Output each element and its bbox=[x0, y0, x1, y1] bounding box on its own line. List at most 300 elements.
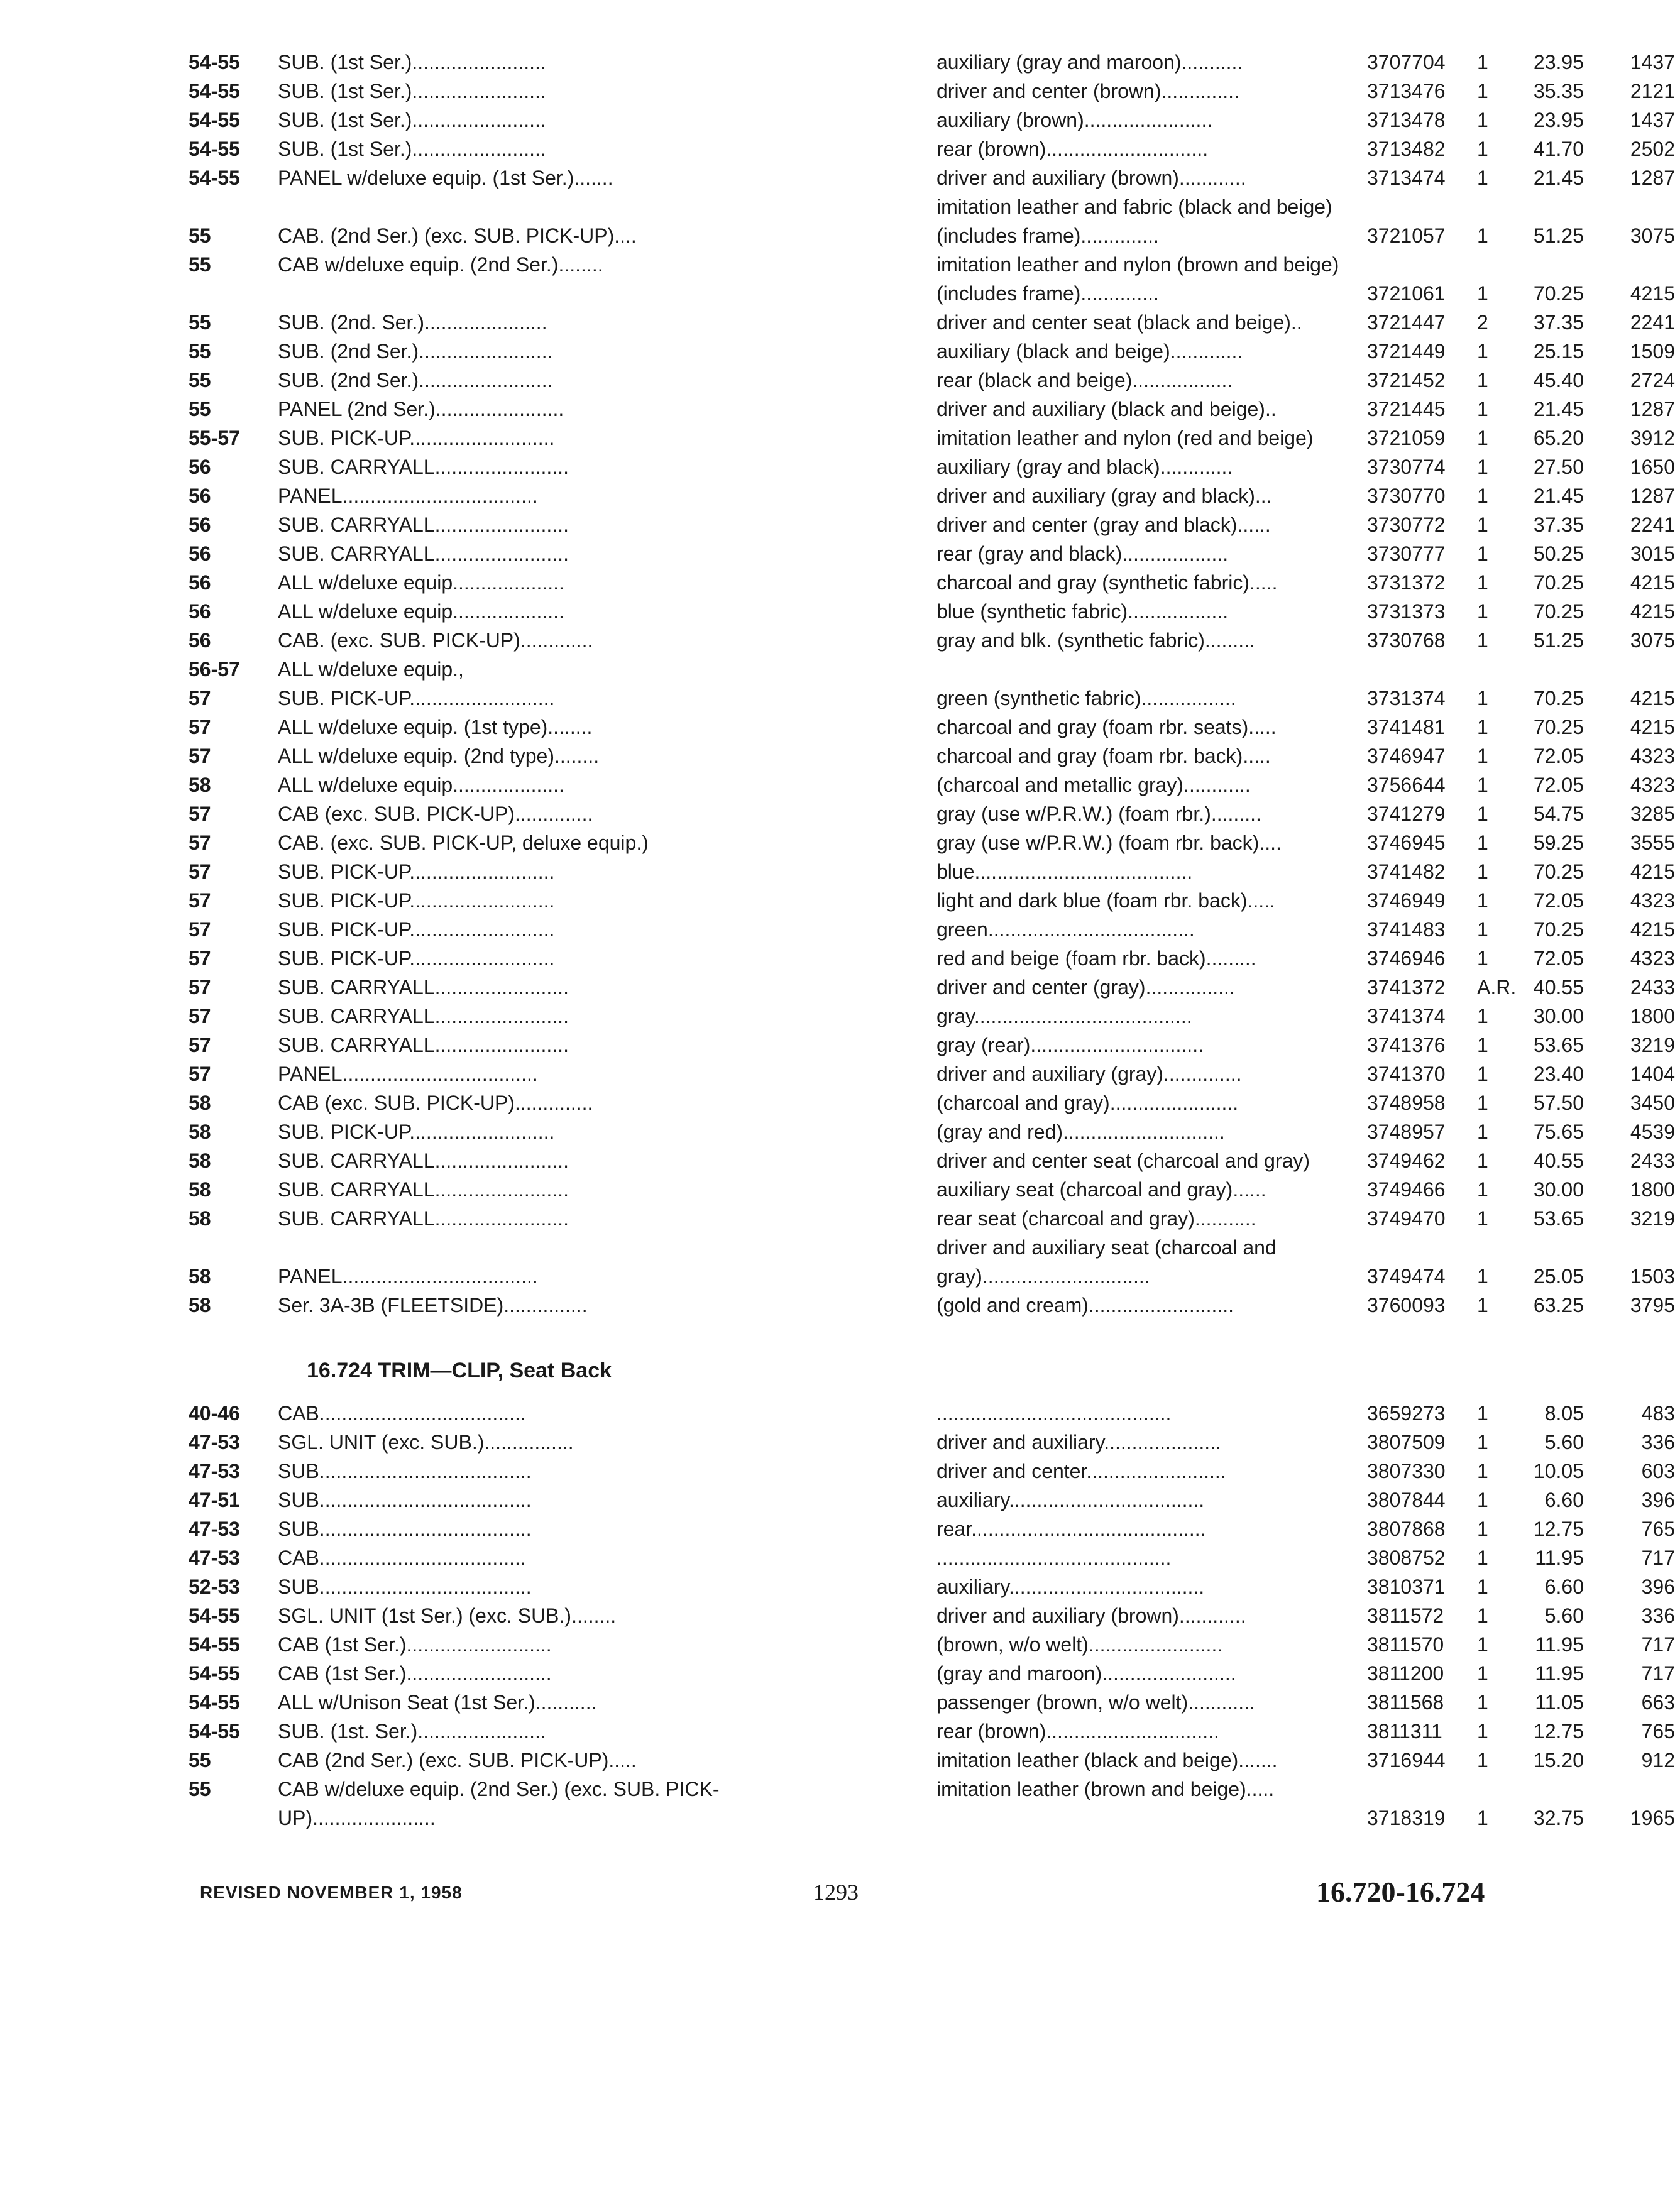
description-cell: red and beige (foam rbr. back)......... bbox=[936, 947, 1256, 970]
description-cell: gray (rear)............................... bbox=[936, 1034, 1204, 1056]
part-number-cell: 3741279 bbox=[1367, 802, 1446, 825]
model-cell: CAB (1st Ser.).......................... bbox=[278, 1662, 552, 1685]
model-cell: PANEL................................... bbox=[278, 1063, 538, 1085]
table-row bbox=[189, 568, 1675, 597]
part-number-cell: 3748957 bbox=[1367, 1120, 1446, 1143]
description-cell: auxiliary................................... bbox=[936, 1489, 1205, 1511]
price-cell: 53.65 bbox=[1533, 1034, 1584, 1056]
year-cell: 55-57 bbox=[189, 427, 240, 449]
part-number-cell: 3730770 bbox=[1367, 485, 1446, 507]
part-number-cell: 3811572 bbox=[1367, 1604, 1444, 1627]
year-cell: 55 bbox=[189, 311, 211, 334]
description-cell: .......................................... bbox=[936, 1547, 1172, 1569]
part-number-cell: 3713474 bbox=[1367, 167, 1446, 189]
quantity-cell: 1 bbox=[1477, 1460, 1488, 1482]
model-cell: SUB. (1st Ser.)........................ bbox=[278, 138, 546, 160]
table-row bbox=[189, 106, 1675, 134]
year-cell: 55 bbox=[189, 369, 211, 391]
year-cell: 56 bbox=[189, 542, 211, 565]
model-cell: SUB. (2nd Ser.)........................ bbox=[278, 340, 553, 363]
code-cell: 396 bbox=[1641, 1489, 1675, 1511]
model-cell: SUB. CARRYALL........................ bbox=[278, 1178, 569, 1201]
part-number-cell: 3731374 bbox=[1367, 687, 1446, 709]
code-cell: 4323 bbox=[1630, 774, 1675, 796]
model-cell: ALL w/deluxe equip., bbox=[278, 658, 464, 681]
quantity-cell: 1 bbox=[1477, 51, 1488, 74]
part-number-cell: 3746946 bbox=[1367, 947, 1446, 970]
description-cell: rear (black and beige).................. bbox=[936, 369, 1233, 391]
price-cell: 70.25 bbox=[1533, 282, 1584, 305]
description-cell: charcoal and gray (synthetic fabric)..... bbox=[936, 571, 1278, 594]
part-number-cell: 3730777 bbox=[1367, 542, 1446, 565]
code-cell: 765 bbox=[1641, 1720, 1675, 1743]
parts-table-trim-clip bbox=[189, 1399, 1675, 1832]
quantity-cell: 1 bbox=[1477, 398, 1488, 420]
part-number-cell: 3741372 bbox=[1367, 976, 1446, 999]
table-row bbox=[189, 1630, 1675, 1659]
quantity-cell: 1 bbox=[1477, 1662, 1488, 1685]
table-row bbox=[189, 1117, 1675, 1146]
table-row bbox=[189, 1204, 1675, 1233]
quantity-cell: A.R. bbox=[1477, 976, 1517, 999]
price-cell: 75.65 bbox=[1533, 1120, 1584, 1143]
quantity-cell: 1 bbox=[1477, 1149, 1488, 1172]
price-cell: 5.60 bbox=[1544, 1604, 1584, 1627]
part-number-cell: 3741370 bbox=[1367, 1063, 1446, 1085]
year-cell: 58 bbox=[189, 1294, 211, 1317]
table-row bbox=[189, 713, 1675, 742]
year-cell: 56 bbox=[189, 571, 211, 594]
table-row bbox=[189, 1543, 1675, 1572]
table-row bbox=[189, 1457, 1675, 1486]
code-cell: 3075 bbox=[1630, 224, 1675, 247]
price-cell: 27.50 bbox=[1533, 456, 1584, 478]
price-cell: 51.25 bbox=[1533, 629, 1584, 652]
year-cell: 57 bbox=[189, 1005, 211, 1027]
description-cell: gray (use w/P.R.W.) (foam rbr. back).... bbox=[936, 831, 1282, 854]
price-cell: 5.60 bbox=[1544, 1431, 1584, 1454]
model-cell: SUB. CARRYALL........................ bbox=[278, 1207, 569, 1230]
price-cell: 6.60 bbox=[1544, 1489, 1584, 1511]
price-cell: 57.50 bbox=[1533, 1092, 1584, 1114]
quantity-cell: 1 bbox=[1477, 1547, 1488, 1569]
description-cell: auxiliary................................... bbox=[936, 1575, 1205, 1598]
price-cell: 23.95 bbox=[1533, 51, 1584, 74]
model-cell: SUB. CARRYALL........................ bbox=[278, 542, 569, 565]
description-cell: auxiliary (gray and maroon)........... bbox=[936, 51, 1243, 74]
table-row bbox=[189, 510, 1675, 539]
table-row bbox=[189, 192, 1675, 250]
table-row bbox=[189, 308, 1675, 337]
year-cell: 54-55 bbox=[189, 167, 240, 189]
code-cell: 4215 bbox=[1630, 918, 1675, 941]
quantity-cell: 1 bbox=[1477, 1034, 1488, 1056]
year-cell: 55 bbox=[189, 398, 211, 420]
code-cell: 4215 bbox=[1630, 571, 1675, 594]
year-cell: 57 bbox=[189, 802, 211, 825]
code-cell: 336 bbox=[1641, 1431, 1675, 1454]
description-cell: driver and center seat (black and beige).. bbox=[936, 311, 1302, 334]
table-row bbox=[189, 915, 1675, 944]
code-cell: 336 bbox=[1641, 1604, 1675, 1627]
code-cell: 765 bbox=[1641, 1518, 1675, 1540]
table-row bbox=[189, 597, 1675, 626]
description-cell: imitation leather and nylon (red and beige) bbox=[936, 427, 1314, 449]
code-cell: 4323 bbox=[1630, 745, 1675, 767]
price-cell: 40.55 bbox=[1533, 1149, 1584, 1172]
model-cell: PANEL................................... bbox=[278, 485, 538, 507]
quantity-cell: 1 bbox=[1477, 716, 1488, 738]
code-cell: 4323 bbox=[1630, 889, 1675, 912]
year-cell: 56 bbox=[189, 600, 211, 623]
quantity-cell: 1 bbox=[1477, 1749, 1488, 1771]
description-cell: green (synthetic fabric)................. bbox=[936, 687, 1236, 709]
quantity-cell: 1 bbox=[1477, 542, 1488, 565]
part-number-cell: 3741481 bbox=[1367, 716, 1446, 738]
price-cell: 32.75 bbox=[1533, 1807, 1584, 1829]
description-cell: charcoal and gray (foam rbr. seats)..... bbox=[936, 716, 1277, 738]
part-number-cell: 3749474 bbox=[1367, 1265, 1446, 1288]
year-cell: 58 bbox=[189, 774, 211, 796]
code-cell: 3015 bbox=[1630, 542, 1675, 565]
model-cell: ALL w/deluxe equip.................... bbox=[278, 571, 564, 594]
description-cell: rear (brown)............................. bbox=[936, 138, 1209, 160]
table-row bbox=[189, 973, 1675, 1002]
table-row bbox=[189, 1031, 1675, 1059]
table-row bbox=[189, 1572, 1675, 1601]
table-row bbox=[189, 250, 1675, 308]
model-cell: SUB. CARRYALL........................ bbox=[278, 1005, 569, 1027]
price-cell: 8.05 bbox=[1544, 1402, 1584, 1425]
price-cell: 70.25 bbox=[1533, 571, 1584, 594]
quantity-cell: 1 bbox=[1477, 1633, 1488, 1656]
table-row bbox=[189, 337, 1675, 366]
year-cell: 56 bbox=[189, 629, 211, 652]
quantity-cell: 1 bbox=[1477, 889, 1488, 912]
price-cell: 23.40 bbox=[1533, 1063, 1584, 1085]
table-row bbox=[189, 48, 1675, 77]
price-cell: 45.40 bbox=[1533, 369, 1584, 391]
code-cell: 2433 bbox=[1630, 976, 1675, 999]
year-cell: 57 bbox=[189, 831, 211, 854]
description-cell: driver and center (gray)................ bbox=[936, 976, 1235, 999]
quantity-cell: 1 bbox=[1477, 1120, 1488, 1143]
description-cell: gray and blk. (synthetic fabric)......... bbox=[936, 629, 1255, 652]
year-cell: 56 bbox=[189, 485, 211, 507]
description-cell: driver and center seat (charcoal and gray) bbox=[936, 1149, 1310, 1172]
code-cell: 1437 bbox=[1630, 109, 1675, 131]
table-row bbox=[189, 1428, 1675, 1457]
part-number-cell: 3731373 bbox=[1367, 600, 1446, 623]
code-cell: 2241 bbox=[1630, 311, 1675, 334]
model-cell: CAB. (exc. SUB. PICK-UP, deluxe equip.) bbox=[278, 831, 649, 854]
part-number-cell: 3811568 bbox=[1367, 1691, 1444, 1714]
code-cell: 483 bbox=[1641, 1402, 1675, 1425]
model-cell: SUB...................................... bbox=[278, 1489, 532, 1511]
model-cell: PANEL (2nd Ser.)....................... bbox=[278, 398, 564, 420]
description-cell: (gray and red)............................. bbox=[936, 1120, 1225, 1143]
price-cell: 11.95 bbox=[1535, 1633, 1584, 1656]
table-row bbox=[189, 1088, 1675, 1117]
code-cell: 4215 bbox=[1630, 282, 1675, 305]
model-cell: SUB. (1st Ser.)........................ bbox=[278, 80, 546, 102]
part-number-cell: 3746945 bbox=[1367, 831, 1446, 854]
code-cell: 717 bbox=[1641, 1547, 1675, 1569]
year-cell: 54-55 bbox=[189, 51, 240, 74]
description-cell: (gold and cream).......................... bbox=[936, 1294, 1234, 1317]
table-row bbox=[189, 770, 1675, 799]
price-cell: 21.45 bbox=[1533, 167, 1584, 189]
part-number-cell: 3707704 bbox=[1367, 51, 1446, 74]
quantity-cell: 1 bbox=[1477, 571, 1488, 594]
part-number-cell: 3741482 bbox=[1367, 860, 1446, 883]
part-number-cell: 3718319 bbox=[1367, 1807, 1446, 1829]
year-cell: 57 bbox=[189, 860, 211, 883]
model-cell: PANEL w/deluxe equip. (1st Ser.)....... bbox=[278, 167, 613, 189]
year-cell: 54-55 bbox=[189, 80, 240, 102]
quantity-cell: 1 bbox=[1477, 1207, 1488, 1230]
price-cell: 37.35 bbox=[1533, 513, 1584, 536]
code-cell: 663 bbox=[1641, 1691, 1675, 1714]
description-cell: blue....................................... bbox=[936, 860, 1193, 883]
part-number-cell: 3749470 bbox=[1367, 1207, 1446, 1230]
price-cell: 11.95 bbox=[1535, 1662, 1584, 1685]
year-cell: 54-55 bbox=[189, 1604, 240, 1627]
year-cell: 58 bbox=[189, 1207, 211, 1230]
description-cell: .......................................... bbox=[936, 1402, 1172, 1425]
part-number-cell: 3721447 bbox=[1367, 311, 1446, 334]
year-cell: 55 bbox=[189, 224, 211, 247]
part-number-cell: 3730772 bbox=[1367, 513, 1446, 536]
quantity-cell: 1 bbox=[1477, 1063, 1488, 1085]
quantity-cell: 1 bbox=[1477, 687, 1488, 709]
quantity-cell: 1 bbox=[1477, 109, 1488, 131]
part-number-cell: 3811570 bbox=[1367, 1633, 1444, 1656]
code-cell: 396 bbox=[1641, 1575, 1675, 1598]
table-row bbox=[189, 799, 1675, 828]
section-heading: 16.724 TRIM—CLIP, Seat Back bbox=[307, 1359, 612, 1382]
table-row bbox=[189, 134, 1675, 163]
year-cell: 40-46 bbox=[189, 1402, 240, 1425]
price-cell: 41.70 bbox=[1533, 138, 1584, 160]
year-cell: 58 bbox=[189, 1149, 211, 1172]
year-cell: 57 bbox=[189, 1063, 211, 1085]
model-cell: CAB (exc. SUB. PICK-UP).............. bbox=[278, 802, 593, 825]
year-cell: 56-57 bbox=[189, 658, 240, 681]
model-cell: ALL w/Unison Seat (1st Ser.)........... bbox=[278, 1691, 597, 1714]
quantity-cell: 1 bbox=[1477, 427, 1488, 449]
model-cell: PANEL................................... bbox=[278, 1265, 538, 1288]
quantity-cell: 1 bbox=[1477, 831, 1488, 854]
year-cell: 55 bbox=[189, 253, 211, 276]
part-number-cell: 3807844 bbox=[1367, 1489, 1446, 1511]
description-cell: (gray and maroon)........................ bbox=[936, 1662, 1236, 1685]
year-cell: 57 bbox=[189, 687, 211, 709]
code-cell: 1437 bbox=[1630, 51, 1675, 74]
part-number-cell: 3721449 bbox=[1367, 340, 1446, 363]
year-cell: 56 bbox=[189, 513, 211, 536]
description-cell: driver and center......................... bbox=[936, 1460, 1226, 1482]
year-cell: 47-53 bbox=[189, 1460, 240, 1482]
quantity-cell: 1 bbox=[1477, 138, 1488, 160]
part-number-cell: 3741374 bbox=[1367, 1005, 1446, 1027]
table-row bbox=[189, 452, 1675, 481]
model-cell: SUB. PICK-UP.......................... bbox=[278, 889, 555, 912]
description-cell: gray (use w/P.R.W.) (foam rbr.)......... bbox=[936, 802, 1261, 825]
section-range: 16.720-16.724 bbox=[1316, 1876, 1485, 1908]
model-cell: CAB w/deluxe equip. (2nd Ser.)........ bbox=[278, 253, 603, 276]
code-cell: 603 bbox=[1641, 1460, 1675, 1482]
price-cell: 11.05 bbox=[1535, 1691, 1584, 1714]
model-cell: SUB. PICK-UP.......................... bbox=[278, 427, 555, 449]
code-cell: 1287 bbox=[1630, 485, 1675, 507]
quantity-cell: 1 bbox=[1477, 1402, 1488, 1425]
code-cell: 3555 bbox=[1630, 831, 1675, 854]
quantity-cell: 2 bbox=[1477, 311, 1488, 334]
description-cell: blue (synthetic fabric).................. bbox=[936, 600, 1229, 623]
code-cell: 1503 bbox=[1630, 1265, 1675, 1288]
model-cell: CAB (1st Ser.).......................... bbox=[278, 1633, 552, 1656]
year-cell: 54-55 bbox=[189, 1691, 240, 1714]
description-cell: light and dark blue (foam rbr. back)..... bbox=[936, 889, 1275, 912]
quantity-cell: 1 bbox=[1477, 1807, 1488, 1829]
year-cell: 54-55 bbox=[189, 109, 240, 131]
model-cell: SUB. (1st Ser.)........................ bbox=[278, 51, 546, 74]
price-cell: 35.35 bbox=[1533, 80, 1584, 102]
year-cell: 57 bbox=[189, 716, 211, 738]
model-cell: CAB..................................... bbox=[278, 1402, 526, 1425]
part-number-cell: 3807868 bbox=[1367, 1518, 1446, 1540]
code-cell: 1287 bbox=[1630, 398, 1675, 420]
part-number-cell: 3713476 bbox=[1367, 80, 1446, 102]
part-number-cell: 3756644 bbox=[1367, 774, 1446, 796]
price-cell: 70.25 bbox=[1533, 860, 1584, 883]
model-cell: SUB. (1st Ser.)........................ bbox=[278, 109, 546, 131]
model-cell: ALL w/deluxe equip.................... bbox=[278, 774, 564, 796]
table-row bbox=[189, 163, 1675, 192]
price-cell: 70.25 bbox=[1533, 687, 1584, 709]
quantity-cell: 1 bbox=[1477, 1092, 1488, 1114]
year-cell: 58 bbox=[189, 1092, 211, 1114]
model-cell: SUB. (2nd Ser.)........................ bbox=[278, 369, 553, 391]
part-number-cell: 3721445 bbox=[1367, 398, 1446, 420]
table-row bbox=[189, 742, 1675, 770]
year-cell: 54-55 bbox=[189, 138, 240, 160]
table-row bbox=[189, 626, 1675, 655]
code-cell: 4215 bbox=[1630, 860, 1675, 883]
description-cell: charcoal and gray (foam rbr. back)..... bbox=[936, 745, 1271, 767]
table-row bbox=[189, 655, 1508, 684]
model-cell: ALL w/deluxe equip. (2nd type)........ bbox=[278, 745, 600, 767]
part-number-cell: 3808752 bbox=[1367, 1547, 1446, 1569]
table-row bbox=[189, 1775, 1675, 1832]
description-cell: (charcoal and metallic gray)............ bbox=[936, 774, 1251, 796]
price-cell: 72.05 bbox=[1533, 745, 1584, 767]
price-cell: 53.65 bbox=[1533, 1207, 1584, 1230]
model-cell: SUB. CARRYALL........................ bbox=[278, 1149, 569, 1172]
code-cell: 1800 bbox=[1630, 1005, 1675, 1027]
description-cell: gray....................................... bbox=[936, 1005, 1192, 1027]
year-cell: 57 bbox=[189, 889, 211, 912]
description-cell: driver and auxiliary (gray).............. bbox=[936, 1063, 1242, 1085]
description-cell: auxiliary (black and beige)............. bbox=[936, 340, 1243, 363]
table-row bbox=[189, 857, 1675, 886]
part-number-cell: 3659273 bbox=[1367, 1402, 1446, 1425]
parts-table-upholstery bbox=[189, 48, 1675, 1320]
model-cell: SUB. PICK-UP.......................... bbox=[278, 860, 555, 883]
quantity-cell: 1 bbox=[1477, 1518, 1488, 1540]
model-cell: CAB. (2nd Ser.) (exc. SUB. PICK-UP).... bbox=[278, 224, 637, 247]
part-number-cell: 3721452 bbox=[1367, 369, 1446, 391]
part-number-cell: 3749466 bbox=[1367, 1178, 1446, 1201]
table-row bbox=[189, 481, 1675, 510]
code-cell: 3075 bbox=[1630, 629, 1675, 652]
quantity-cell: 1 bbox=[1477, 947, 1488, 970]
model-cell: CAB w/deluxe equip. (2nd Ser.) (exc. SUB. PICK-UP)...................... bbox=[278, 1778, 720, 1829]
quantity-cell: 1 bbox=[1477, 513, 1488, 536]
model-cell: Ser. 3A-3B (FLEETSIDE)............... bbox=[278, 1294, 588, 1317]
year-cell: 57 bbox=[189, 976, 211, 999]
table-row bbox=[189, 77, 1675, 106]
quantity-cell: 1 bbox=[1477, 282, 1488, 305]
description-cell: driver and auxiliary (gray and black)... bbox=[936, 485, 1272, 507]
table-row bbox=[189, 366, 1675, 395]
code-cell: 912 bbox=[1641, 1749, 1675, 1771]
part-number-cell: 3721057 bbox=[1367, 224, 1446, 247]
table-row bbox=[189, 1688, 1675, 1717]
description-cell: rear.......................................... bbox=[936, 1518, 1206, 1540]
price-cell: 37.35 bbox=[1533, 311, 1584, 334]
page-number: 1293 bbox=[813, 1880, 859, 1905]
description-cell: driver and auxiliary (brown)............ bbox=[936, 1604, 1246, 1627]
quantity-cell: 1 bbox=[1477, 918, 1488, 941]
quantity-cell: 1 bbox=[1477, 774, 1488, 796]
price-cell: 70.25 bbox=[1533, 600, 1584, 623]
model-cell: SUB. PICK-UP.......................... bbox=[278, 687, 555, 709]
part-number-cell: 3713478 bbox=[1367, 109, 1446, 131]
model-cell: SUB. PICK-UP.......................... bbox=[278, 947, 555, 970]
description-cell: driver and auxiliary..................... bbox=[936, 1431, 1221, 1454]
price-cell: 65.20 bbox=[1533, 427, 1584, 449]
code-cell: 717 bbox=[1641, 1633, 1675, 1656]
part-number-cell: 3810371 bbox=[1367, 1575, 1446, 1598]
quantity-cell: 1 bbox=[1477, 80, 1488, 102]
quantity-cell: 1 bbox=[1477, 1720, 1488, 1743]
description-cell: imitation leather and nylon (brown and beige) (includes frame).............. bbox=[936, 253, 1339, 305]
model-cell: SUB. (1st. Ser.)....................... bbox=[278, 1720, 546, 1743]
code-cell: 3219 bbox=[1630, 1034, 1675, 1056]
part-number-cell: 3721059 bbox=[1367, 427, 1446, 449]
code-cell: 1800 bbox=[1630, 1178, 1675, 1201]
code-cell: 1404 bbox=[1630, 1063, 1675, 1085]
year-cell: 47-51 bbox=[189, 1489, 240, 1511]
quantity-cell: 1 bbox=[1477, 224, 1488, 247]
quantity-cell: 1 bbox=[1477, 456, 1488, 478]
price-cell: 15.20 bbox=[1533, 1749, 1584, 1771]
quantity-cell: 1 bbox=[1477, 167, 1488, 189]
model-cell: ALL w/deluxe equip.................... bbox=[278, 600, 564, 623]
model-cell: SUB. CARRYALL........................ bbox=[278, 456, 569, 478]
code-cell: 3450 bbox=[1630, 1092, 1675, 1114]
year-cell: 58 bbox=[189, 1120, 211, 1143]
code-cell: 1650 bbox=[1630, 456, 1675, 478]
part-number-cell: 3721061 bbox=[1367, 282, 1446, 305]
price-cell: 6.60 bbox=[1544, 1575, 1584, 1598]
price-cell: 21.45 bbox=[1533, 485, 1584, 507]
price-cell: 40.55 bbox=[1533, 976, 1584, 999]
year-cell: 47-53 bbox=[189, 1518, 240, 1540]
quantity-cell: 1 bbox=[1477, 1178, 1488, 1201]
